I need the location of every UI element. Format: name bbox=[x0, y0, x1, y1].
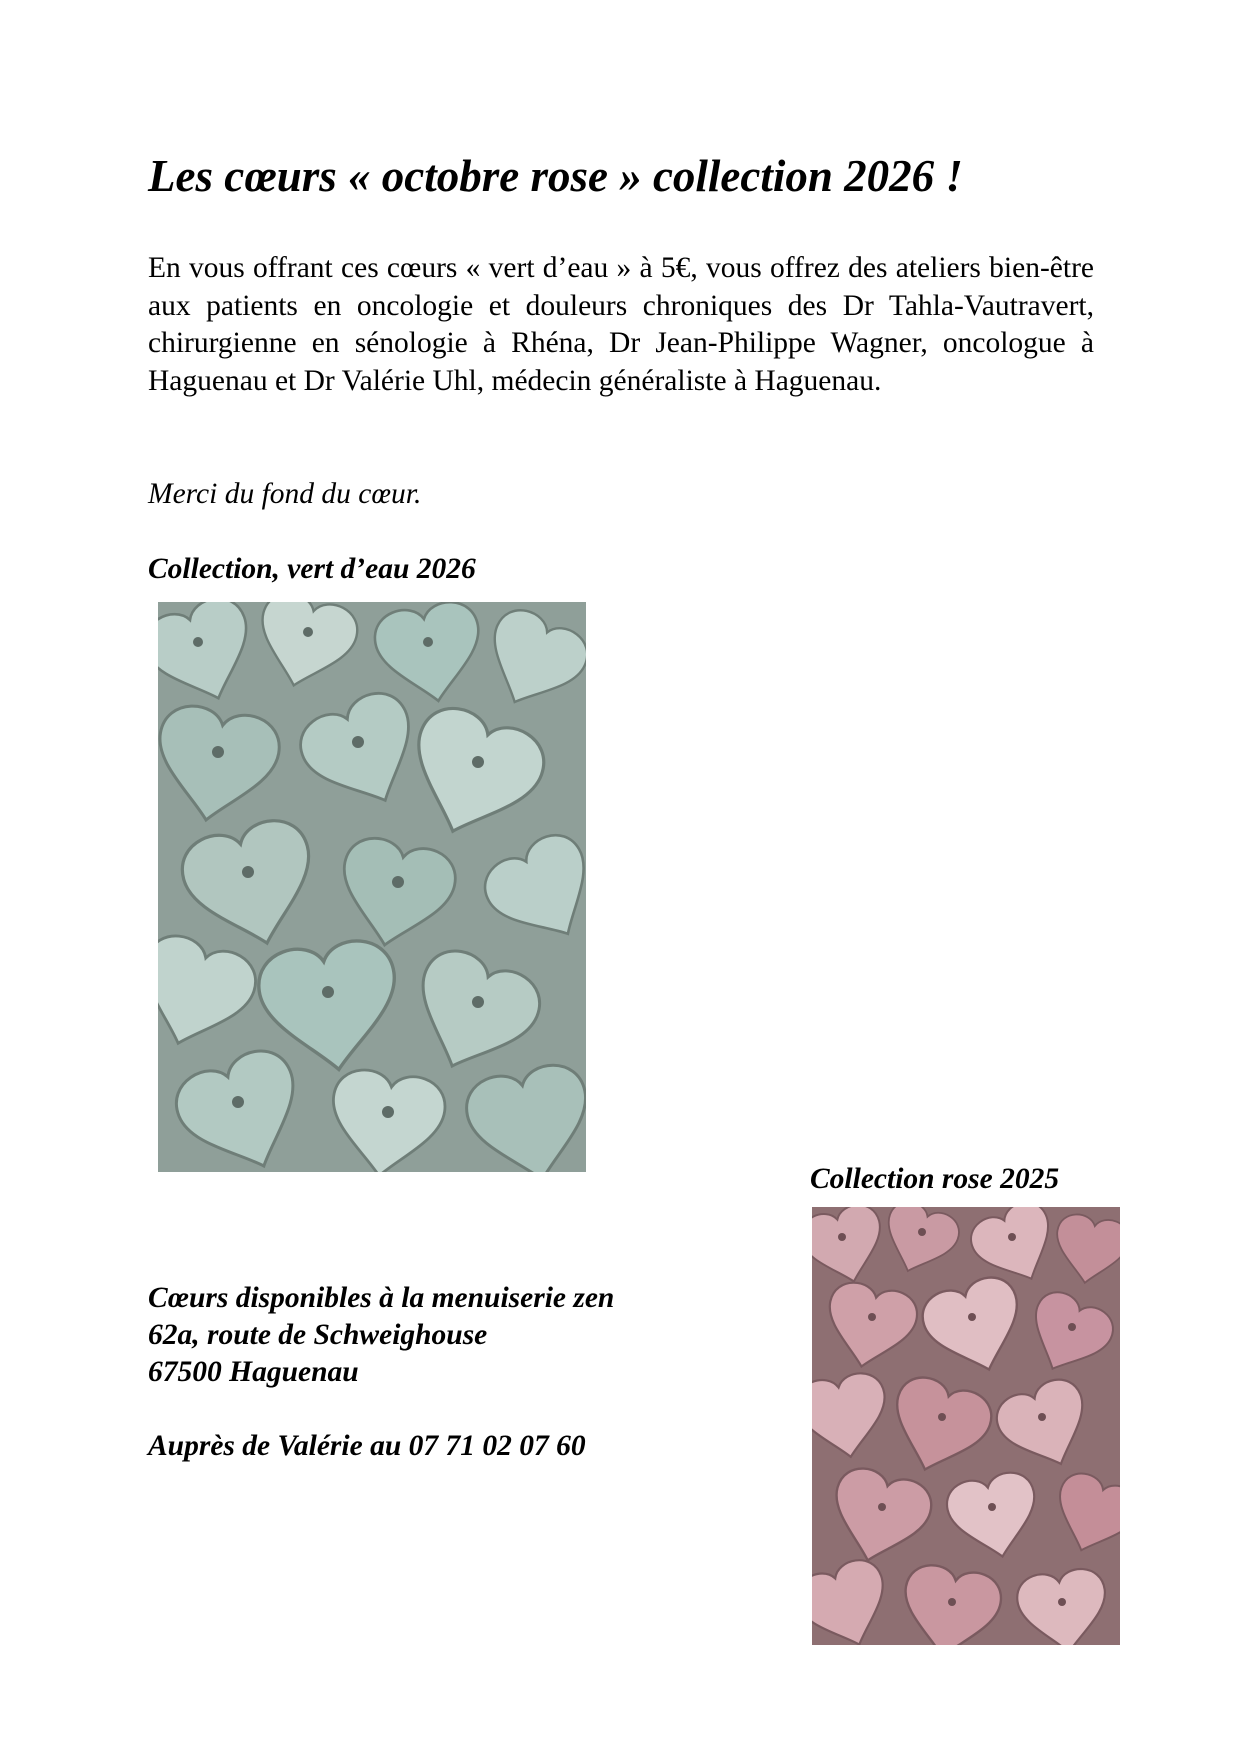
address-line-1: Cœurs disponibles à la menuiserie zen bbox=[148, 1282, 615, 1314]
address-line-2: 62a, route de Schweighouse bbox=[148, 1319, 488, 1351]
address-line-3: 67500 Haguenau bbox=[148, 1356, 359, 1388]
intro-paragraph: En vous offrant ces cœurs « vert d’eau » à 5€, vous offrez des ateliers bien-être aux patients en oncologie et douleurs chroniques des Dr Tahla-Vautravert, chirurgienne en sénologie à Rhéna, Dr Jean-Philippe Wagner, oncologue à Haguenau et Dr Valérie Uhl, médecin généraliste à Haguenau. bbox=[148, 252, 1094, 397]
address-block bbox=[148, 1280, 614, 1391]
green-collection-caption: Collection, vert d’eau 2026 bbox=[148, 553, 476, 585]
pink-hearts-photo bbox=[812, 1207, 1120, 1645]
page-title: Les cœurs « octobre rose » collection 2026 ! bbox=[148, 151, 963, 201]
contact-line: Auprès de Valérie au 07 71 02 07 60 bbox=[148, 1430, 586, 1462]
green-hearts-photo bbox=[158, 602, 586, 1172]
pink-collection-caption: Collection rose 2025 bbox=[810, 1163, 1060, 1195]
thanks-text: Merci du fond du cœur. bbox=[148, 478, 422, 510]
